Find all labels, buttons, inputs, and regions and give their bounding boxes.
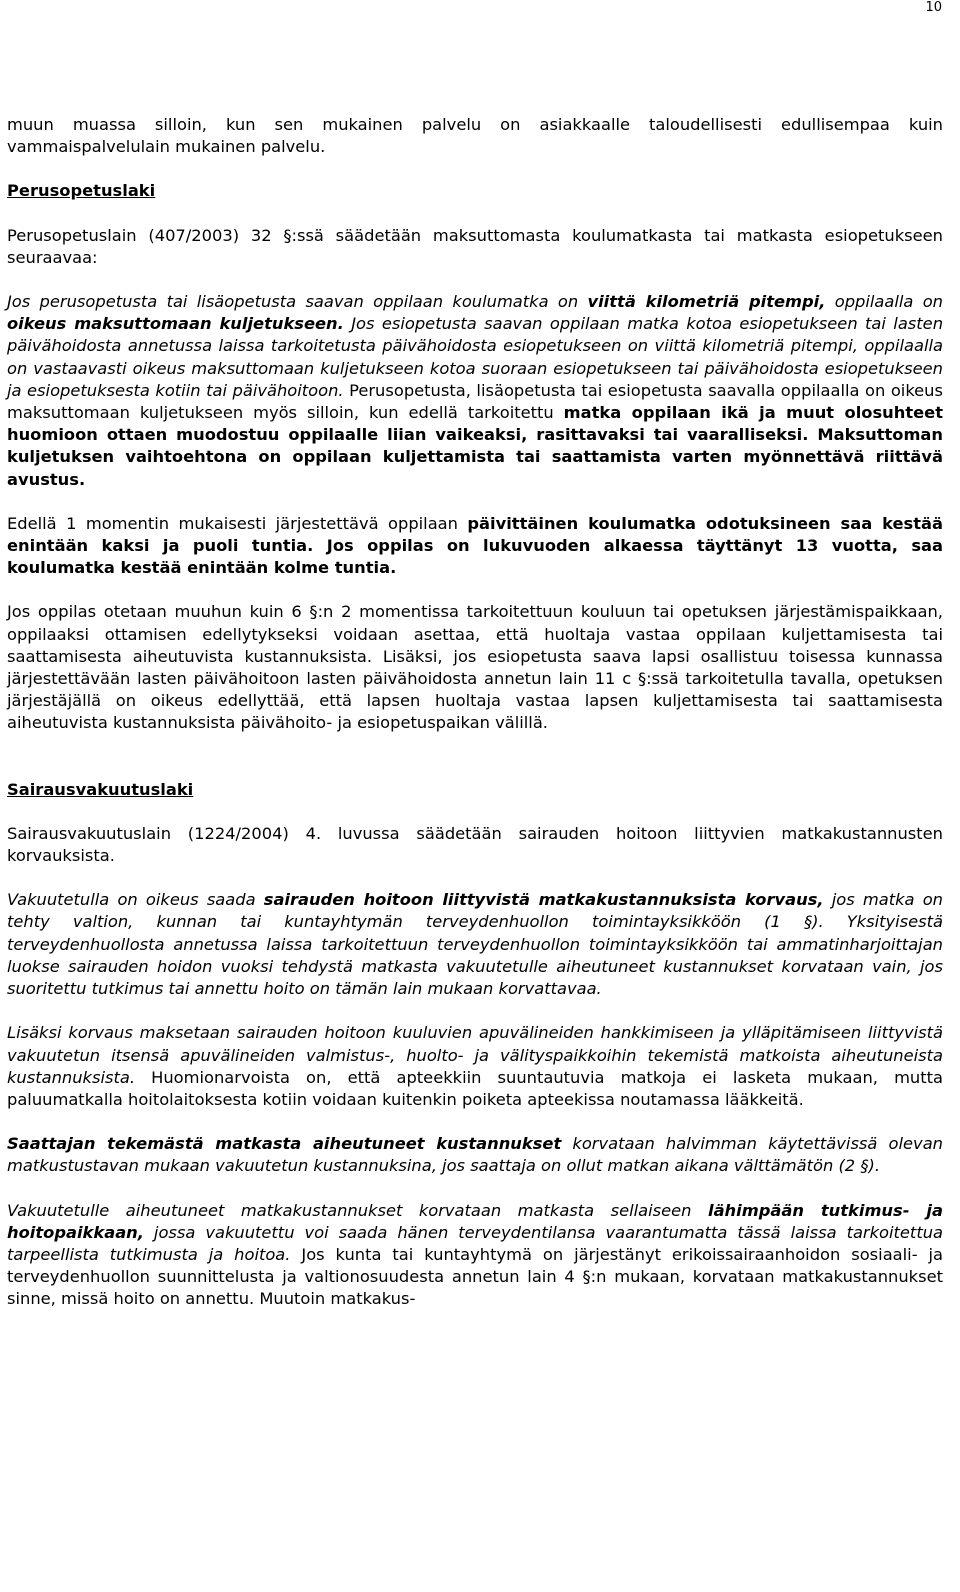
paragraph: [7, 1200, 943, 1311]
text-run: Perusopetuslain (407/2003) 32 §:ssä säädetään maksuttomasta koulumatkasta tai matkasta esiopetukseen seuraavaa:: [7, 225, 943, 267]
paragraph: [7, 291, 943, 491]
text-run: Vakuutetulla on oikeus saada: [7, 890, 264, 910]
paragraph: [7, 1022, 943, 1111]
text-run: päivittäinen koulumatka odotuksineen saa kestää enintään kaksi ja puoli tuntia. Jos oppilas on lukuvuoden alkaessa täyttänyt 13 vuotta, saa koulumatka kestää enintään kolme tuntia.: [7, 513, 943, 578]
text-run: Jos esiopetusta saavan oppilaan matka kotoa esiopetukseen tai lasten päivähoidosta annetussa laissa tarkoitetusta päivähoidosta esiopetukseen on viittä kilometriä pitempi, oppilaalla on vastaavasti oikeus maksuttomaan kuljetukseen kotoa suoraan esiopetukseen tai päivähoidosta esiopetukseen ja esiopetuksesta kotiin tai päivähoitoon.: [7, 314, 944, 400]
section-heading: Sairausvakuutuslaki: [7, 779, 194, 799]
spacer: [7, 158, 943, 180]
paragraph: [7, 823, 943, 867]
text-run: viittä kilometriä pitempi,: [587, 292, 826, 312]
paragraph: [7, 601, 943, 734]
text-run: sairauden hoitoon liittyvistä matkakustannuksista korvaus,: [263, 890, 824, 910]
spacer: [7, 491, 943, 513]
text-run: Jos perusopetusta tai lisäopetusta saavan oppilaan koulumatka on: [7, 292, 588, 312]
text-run: matka oppilaan ikä ja muut olosuhteet huomioon ottaen muodostuu oppilaalle liian vaikeaksi, rasittavaksi tai vaaralliseksi. Maksuttoman kuljetuksen vaihtoehtona on oppilaan kuljettamista tai saattamista varten myönnettävä riittävä avustus.: [7, 403, 944, 489]
text-run: Edellä 1 momentin mukaisesti järjestettävä oppilaan: [7, 513, 468, 533]
text-run: Sairausvakuutuslain (1224/2004) 4. luvussa säädetään sairauden hoitoon liittyvien matkakustannusten korvauksista.: [7, 823, 943, 866]
spacer: [7, 1000, 943, 1022]
text-run: Perusopetusta, lisäopetusta tai esiopetusta saavalla oppilaalla on oikeus maksuttomaan kuljetukseen myös silloin, kun edellä tarkoitettu: [7, 380, 943, 423]
spacer: [7, 1178, 943, 1200]
spacer: [7, 269, 943, 291]
text-run: Lisäksi korvaus maksetaan sairauden hoitoon kuuluvien apuvälineiden hankkimiseen ja ylläpitämiseen liittyvistä vakuutetun itsensä apuvälineiden valmistus-, huolto- ja välityspaikkoihin tekemistä matkoista aiheutuneista kustannuksista.: [7, 1023, 943, 1087]
paragraph: [7, 114, 943, 158]
spacer: [7, 801, 943, 823]
spacer: [7, 1111, 943, 1133]
text-run: lähimpään tutkimus- ja hoitopaikkaan,: [7, 1200, 943, 1242]
text-run: Jos oppilas otetaan muuhun kuin 6 §:n 2 momentissa tarkoitettuun kouluun tai opetuksen järjestämispaikkaan, oppilaaksi ottamisen edellytykseksi voidaan asettaa, että huoltaja vastaa oppilaan kuljettamisesta tai saattamisesta aiheutuvista kustannuksista. Lisäksi, jos esiopetusta saava lapsi osallistuu toisessa kunnassa järjestettävään lasten päivähoitoon lasten päivähoidosta annetun lain 11 c §:ssä tarkoitetulla tavalla, opetuksen järjestäjällä on oikeus edellyttää, että lapsen huoltaja vastaa lapsen kuljettamisesta tai saattamisesta aiheutuvista kustannuksista päivähoito- ja esiopetuspaikan välillä.: [7, 602, 943, 733]
text-run: jossa vakuutettu voi saada hänen terveydentilansa vaarantumatta tässä laissa tarkoitettua tarpeellista tutkimusta ja hoitoa.: [7, 1222, 943, 1264]
document-body: [7, 114, 943, 1311]
spacer: [7, 735, 943, 779]
spacer: [7, 867, 943, 889]
paragraph: [7, 889, 943, 1000]
spacer: [7, 579, 943, 601]
text-run: Huomionarvoista on, että apteekkiin suuntautuvia matkoja ei lasketa mukaan, mutta paluumatkalla hoitolaitoksesta kotiin voidaan kuitenkin poiketa apteekissa noutamassa lääkkeitä.: [7, 1067, 943, 1109]
spacer: [7, 203, 943, 225]
paragraph: [7, 225, 943, 269]
text-run: Jos kunta tai kuntayhtymä on järjestänyt erikoissairaanhoidon sosiaali- ja terveydenhuollon suunnittelusta ja valtionosuudesta annetun lain 4 §:n mukaan, korvataan matkakustannukset sinne, missä hoito on annettu. Muutoin matkakus-: [7, 1244, 943, 1309]
paragraph: [7, 1133, 943, 1177]
section-heading: Perusopetuslaki: [7, 181, 156, 201]
text-run: jos matka on tehty valtion, kunnan tai kuntayhtymän terveydenhuollon toimintayksikköön (1 §). Yksityisestä terveydenhuollosta annetussa laissa tarkoitettuun terveydenhuollon toimintayksikköön tai ammatinharjoittajan luokse sairauden hoidon vuoksi tehdystä matkasta vakuutetulle aiheutuneet kustannukset korvataan vain, jos suoritettu tutkimus tai annettu hoito on tämän lain mukaan korvattavaa.: [7, 890, 943, 999]
paragraph: [7, 513, 943, 580]
text-run: Saattajan tekemästä matkasta aiheutuneet kustannukset: [7, 1134, 562, 1154]
text-run: korvataan halvimman käytettävissä olevan matkustustavan mukaan vakuutetun kustannuksina, jos saattaja on ollut matkan aikana välttämätön (2 §).: [7, 1134, 943, 1176]
text-run: oikeus maksuttomaan kuljetukseen.: [7, 314, 344, 334]
text-run: muun muassa silloin, kun sen mukainen palvelu on asiakkaalle taloudellisesti edullisempaa kuin vammaispalvelulain mukainen palvelu.: [7, 115, 943, 157]
text-run: Vakuutetulle aiheutuneet matkakustannukset korvataan matkasta sellaiseen: [7, 1200, 708, 1220]
page-number: 10: [925, 0, 942, 15]
text-run: oppilaalla on: [825, 292, 943, 312]
